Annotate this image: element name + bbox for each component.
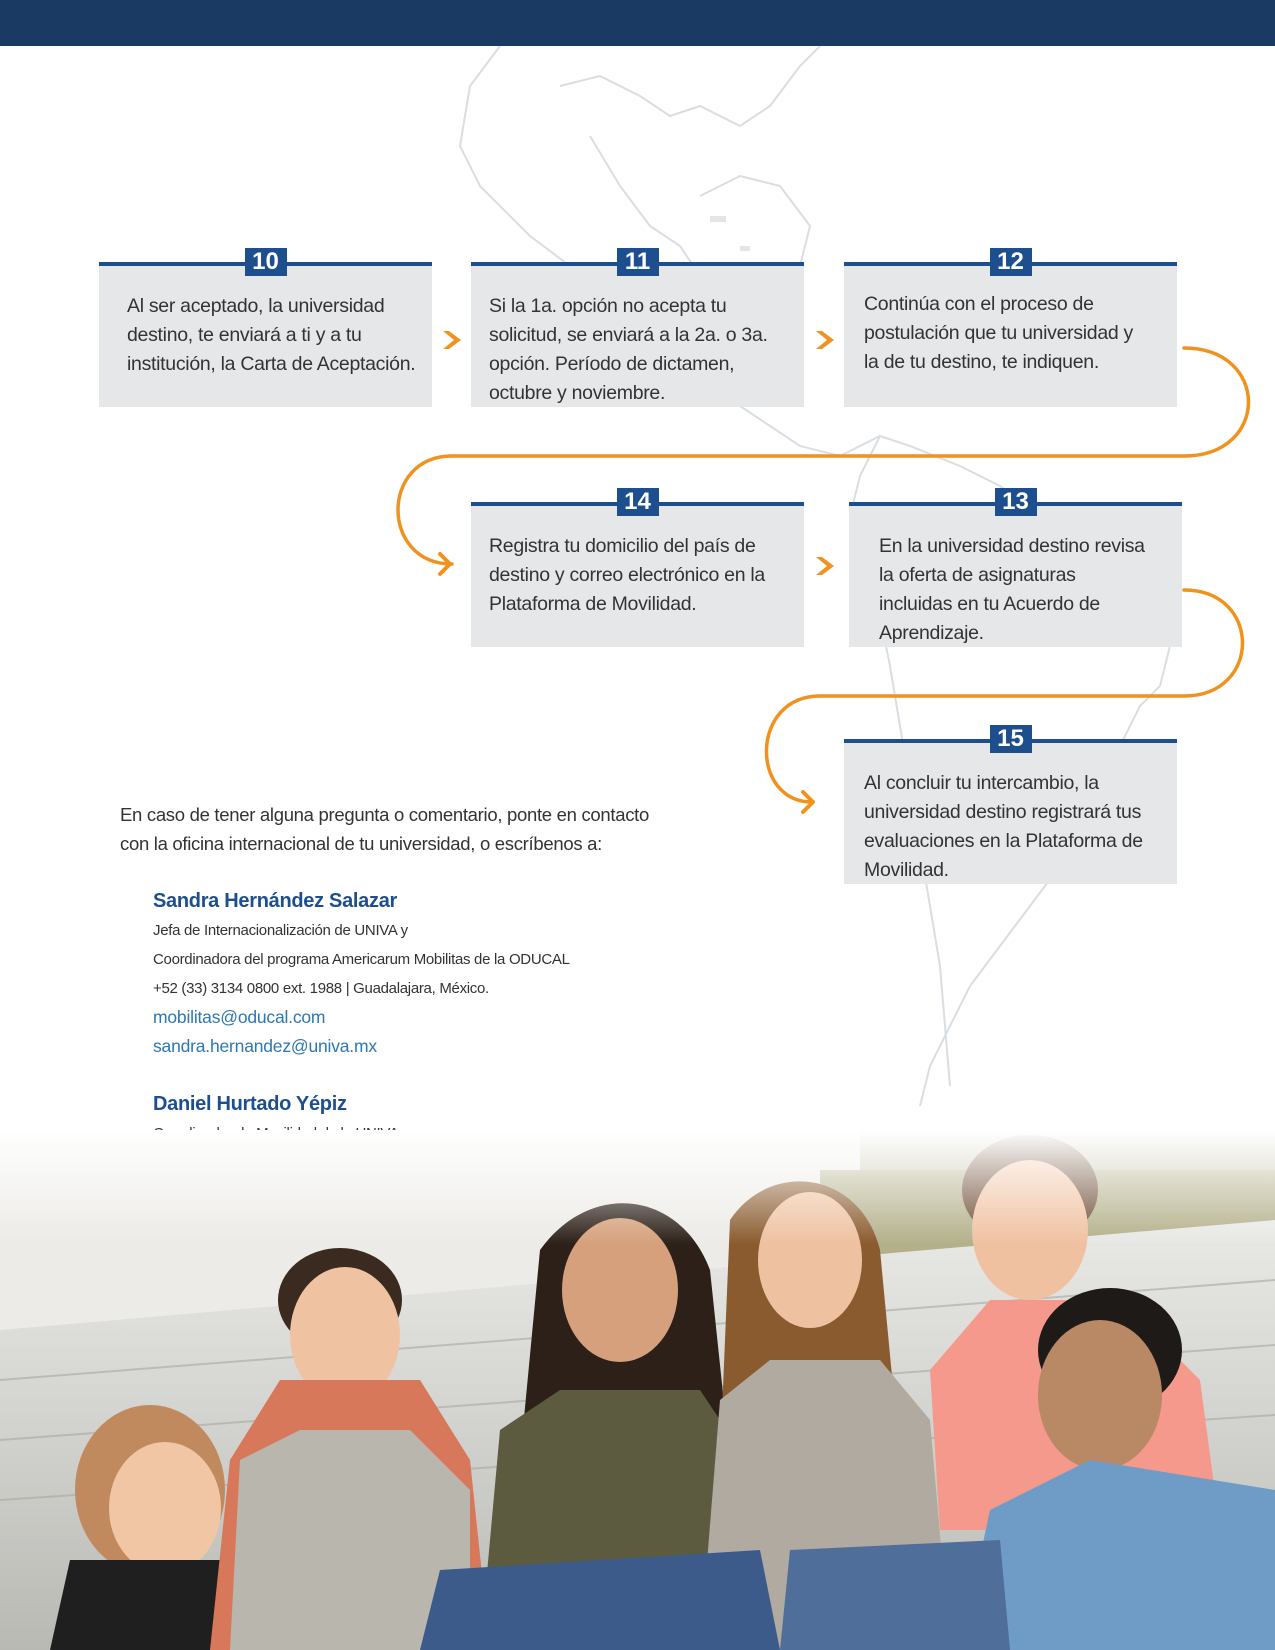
step-10 xyxy=(99,248,432,407)
contact-email-link[interactable]: sandra.hernandez@univa.mx xyxy=(153,1036,377,1056)
step-12 xyxy=(844,248,1177,407)
step-text: Al concluir tu intercambio, la universidad destino registrará tus evaluaciones en la Plataforma de Movilidad. xyxy=(864,772,1143,881)
students-photo xyxy=(0,1130,1275,1650)
step-text: En la universidad destino revisa la oferta de asignaturas incluidas en tu Acuerdo de Aprendizaje. xyxy=(879,535,1145,644)
step-15 xyxy=(844,725,1177,884)
arrow-right-icon xyxy=(443,331,461,349)
step-13 xyxy=(849,488,1182,647)
step-number: 14 xyxy=(617,488,659,516)
step-number: 11 xyxy=(617,248,659,276)
step-text: Continúa con el proceso de postulación que tu universidad y la de tu destino, te indiquen. xyxy=(864,293,1133,373)
contact-name: Sandra Hernández Salazar xyxy=(153,890,398,912)
step-number: 12 xyxy=(990,248,1032,276)
step-text: Si la 1a. opción no acepta tu solicitud, se enviará a la 2a. o 3a. opción. Período de dictamen, octubre y noviembre. xyxy=(489,295,768,404)
step-number: 13 xyxy=(995,488,1037,516)
contact-email-link[interactable]: mobilitas@oducal.com xyxy=(153,1007,326,1027)
contact-phone: +52 (33) 3134 0800 ext. 1988 | Guadalajara, México. xyxy=(153,980,489,997)
contact-intro: En caso de tener alguna pregunta o comentario, ponte en contacto con la oficina internacional de tu universidad, o escríbenos a: xyxy=(120,804,649,854)
step-text: Al ser aceptado, la universidad destino, te enviará a ti y a tu institución, la Carta de Aceptación. xyxy=(127,295,416,375)
contact-name: Daniel Hurtado Yépiz xyxy=(153,1093,347,1115)
contact-role: Coordinadora del programa Americarum Mobilitas de la ODUCAL xyxy=(153,951,570,968)
arrow-right-icon xyxy=(816,331,834,349)
contact-role: Jefa de Internacionalización de UNIVA y xyxy=(153,922,408,939)
arrow-right-icon xyxy=(816,557,834,575)
step-11 xyxy=(471,248,804,407)
step-number: 10 xyxy=(245,248,287,276)
step-14 xyxy=(471,488,804,647)
step-text: Registra tu domicilio del país de destino y correo electrónico en la Plataforma de Movilidad. xyxy=(489,535,765,615)
step-number: 15 xyxy=(990,725,1032,753)
contact-sandra xyxy=(153,886,713,1061)
